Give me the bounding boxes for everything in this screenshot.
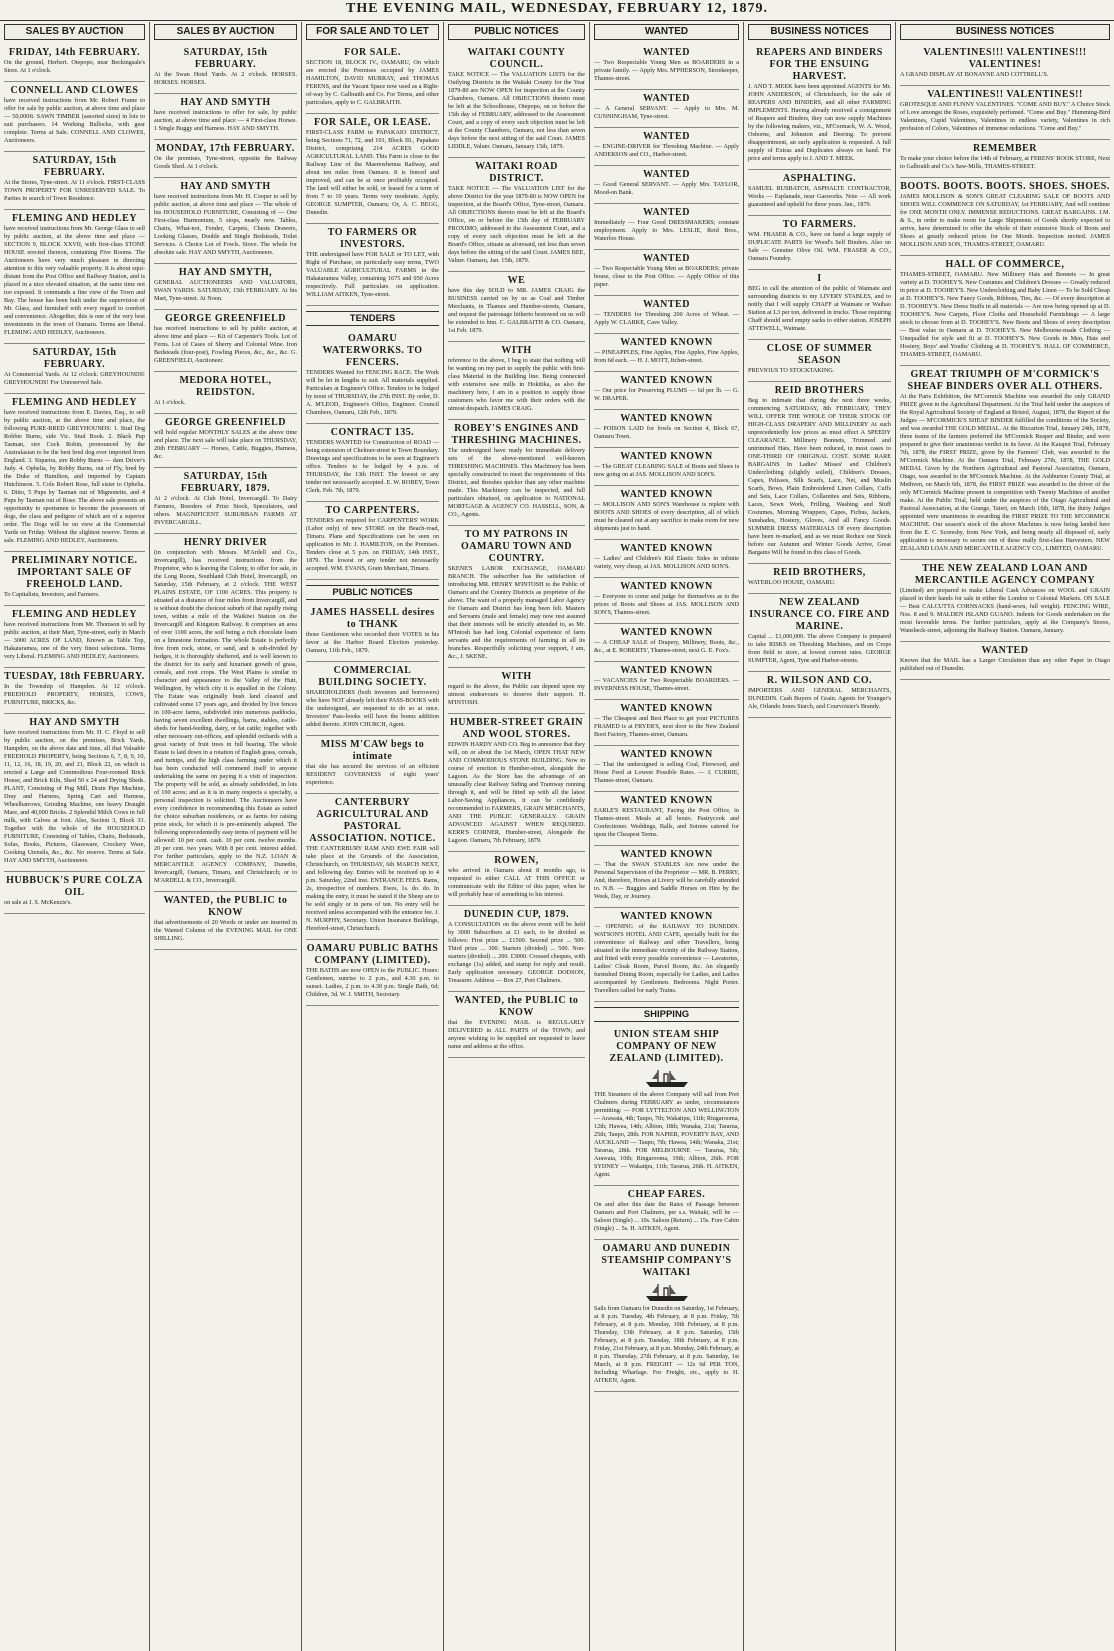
advertisement-body: — The Cheapest and Best Place to get your PICTURES FRAMED is at FRYER'S, next door to the New Zealand Boot Factory, Thames-street, Oamaru. [594, 715, 739, 738]
advertisement-title: HUMBER-STREET GRAIN AND WOOL STORES. [450, 717, 583, 740]
advertisement [900, 366, 1110, 560]
advertisement [594, 410, 739, 448]
advertisement [594, 792, 739, 846]
steamship-icon [644, 1282, 690, 1302]
advertisement-body: — That the undersigned is selling Coal, Firewood, and Horse Feed at Lowest Possible Rates. — J. CURRIE, Thames-street, Oamaru. [594, 761, 739, 784]
advertisement [306, 502, 439, 580]
advertisement-title: VALENTINES!! VALENTINES!! [927, 89, 1083, 100]
advertisement-body: EARLE'S RESTAURANT, Facing the Post Office, in Thames-street. Meals at all hours. Pastrycook and Confectioner. Weddings, Balls, and Soirees catered for upon the Cheapest Terms. [594, 807, 739, 838]
advertisement-body: GROTESQUE AND FUNNY VALENTINES. "COME AND BUY." A Choice Stock of Love amongst the Roses, exquisitely perfumed. "Come and Buy." Humming-Bird Valentines, Cupid Valentines, Valentines in endless variety, Valentines in rich profusion of Colors, Valentines of immense reductions. "Come and Buy." [900, 101, 1110, 132]
advertisement [4, 668, 145, 714]
advertisement [900, 86, 1110, 140]
advertisement-body: regard to the above, the Public can depend upon my utmost endeavours to deserve their support. H. M'INTOSH. [448, 683, 585, 706]
advertisement-title: WANTED KNOWN [620, 375, 713, 386]
columns-container [0, 22, 1114, 1651]
advertisement-title: DUNEDIN CUP, 1879. [463, 909, 570, 920]
advertisement-body: IMPORTERS AND GENERAL MERCHANTS, DUNEDIN. Cash Buyers of Grain. Agents for Younger's Ale, Orlando Jones Starch, and Courvoisier's Brandy. [748, 687, 891, 710]
advertisement [4, 82, 145, 152]
advertisement-title: GEORGE GREENFIELD [164, 417, 287, 428]
advertisement [4, 394, 145, 552]
advertisement-body: — The GREAT CLEARING SALE of Boots and Shoes is now going on at JAS. MOLLISON AND SON'S. [594, 463, 739, 478]
advertisement-title: WANTED [643, 253, 690, 264]
advertisement-title: HAY AND SMYTH [180, 181, 271, 192]
advertisement-body: THE undersigned have FOR SALE or TO LET, with Right of Purchase, on particularly easy terms, TWO VALUABLE AGRICULTURAL FARMS in the Hakataramea Valley, containing 1675 and 950 Acres respectively. Full particulars on application. WILLIAM AITKEN, Tyne-street. [306, 251, 439, 298]
advertisement [594, 334, 739, 372]
advertisement-body: — Everyone to come and judge for themselves as to the prices of Boots and Shoes at JAS. MOLLISON AND SON'S, Thames-street. [594, 593, 739, 616]
advertisement-title: ROBEY'S ENGINES AND THRESHING MACHINES. [451, 423, 582, 446]
advertisement-body: have received instructions from Mr. George Glass to sell by public auction, at the above time and place — SECTION 9, BLOCK XXVII, with first-class STONE HOUSE erected thereon, containing Five Rooms. The Auctioneers have very much pleasure in directing attention to this very valuable property. It is about equi-distant from the Post Office and Railway Station, and is placed in a nice elevated situation, at the same time not too exposed. It commands a fine view of the Town and Bay. The house has been built under the supervision of Mr. Glass, and furnished with every regard to comfort and convenience. Altogether, this is one of the very best investments in the town of Oamaru. Terms are liberal. FLEMING AND HEDLEY, Auctioneers. [4, 225, 145, 336]
column-header: PUBLIC NOTICES [448, 24, 585, 40]
advertisement-body: (in conjunction with Messrs. M'Ardell and Co., Invercargill), has received instructions from the Proprietor, who is leaving the Colony, to offer for sale, in the Long Room, Southland Club Hotel, Invercargill, on Saturday, 15th February, at 2 o'clock. THE WEST PLAINS ESTATE, OF 1100 ACRES. This property is situated at a distance of four miles from Invercargill, and is without doubt the choicest suburb of that rapidly rising town, within a mile of the Waikiwi Station on the Invercargill and Kingston Railway. It comprises an area of over 1100 acres, the soil being a rich chocolate loam on a limestone formation. The whole Estate is perfectly free from rock, stone, or sand, and is sub-divided by hedges, it is thoroughly sheltered, and is well known to the district for its early and luxuriant growth of grass, cereals, and root crops. The West Plains is similar in character and appearance to the Valley of the Hutt, Wellington, by which city it is equalled in the Colony. The Estate was originally bush land cleared and cultivated some 17 years ago, and divided by live fences in 100-acre farms, subdivided into numerous paddocks, having seven excellent dwellings, barns, stables, cattle-sheds for hand-feeding, dairy, or fat cattle; together with other necessary out-offices, and splendid orchards with a great variety of fruit trees in full bearing. The whole Estate is laid down in a rotation of English grass, cereals, and turnips, and the high class farming under which it has been conducted will commend itself to anyone undertaking the same on paying it a visit of inspection. The property will be sold, as already subdivided, in lots of 100 acres; and as it is in many respects a specialty, a personal inspection is solicited. The Auctioneers have every confidence in recommending this Estate as suited for choice suburban residences, or as farms for raising prize stock, for which it is pre-eminently adapted. The following unprecedentedly easy terms of payment will be allowed: 10 per cent. cash. 10 per cent. twelve months. 20 per cent. two years. With 8 per cent. interest added. For further particulars, apply to the N.Z. LOAN & MERCANTILE AGENCY COMPANY, Dunedin, Invercargill, Oamaru, Timaru, and Christchurch; or to M'ARDELL & CO., Invercargill. [154, 549, 297, 884]
advertisement-title: WANTED KNOWN [620, 489, 713, 500]
advertisement-body: At 1 o'clock. [154, 399, 186, 406]
advertisement [306, 604, 439, 662]
masthead [0, 0, 1114, 21]
advertisement-body: has received instructions to sell by public auction, at above time and place — Kit of Carpenter's Tools. Lot of Ferns. Lot of Cases of Sherry and Colonial Wine. Iron Bedsteads (four-post), Fowling Pieces, &c., &c., &c. G. GREENFIELD, Auctioneer. [154, 325, 297, 364]
advertisement [448, 852, 585, 906]
advertisement [748, 672, 891, 718]
advertisement-body: PREVIOUS TO STOCKTAKING. [748, 367, 835, 374]
advertisement-title: BOOTS. BOOTS. BOOTS. SHOES. SHOES. [900, 181, 1110, 192]
column-header: BUSINESS NOTICES [900, 24, 1110, 40]
advertisement [154, 178, 297, 264]
advertisement-title: TO FARMERS OR INVESTORS. [327, 227, 418, 250]
advertisement [900, 44, 1110, 86]
advertisement-title: OAMARU PUBLIC BATHS COMPANY (LIMITED). [306, 943, 439, 966]
advertisement-title: WANTED KNOWN [620, 749, 713, 760]
advertisement-title: REID BROTHERS [774, 385, 865, 396]
advertisement-title: FLEMING AND HEDLEY [11, 213, 138, 224]
advertisement [154, 44, 297, 94]
advertisement-title: FLEMING AND HEDLEY [11, 609, 138, 620]
advertisement-body: At the Paris Exhibition, the M'Cormick Machine was awarded the only GRAND PRIZE given in the Agricultural Department. At the Trial held under the auspices of the Royal Agricultural Society of England at Bristol, August, 1878, the Report of the Judges — M'CORMICK'S SHEAF BINDER fulfilled the conditions of the Society, and was awarded THE GOLD MEDAL. At the Riccarton Trial, January 24th, 1878, three teams of the farmers preferred the M'Cormick Reaper and Binder, and were prepared to give their unanimous verdict in its favor. At the Kaiapoi Trial, February 7th, 1878, the FIRST PRIZE, given by the Farmers' Club, was awarded to the M'Cormick Machine. At the Oamaru Trial, February 27th, 1878, THE GOLD MEDAL Given by the Northern Agricultural and Pastoral Association, Oamaru, Otago, was awarded to the M'Cormick Machine. At the Ashburton County Trial, at Methven, on March 6th, 1878, the FIRST PRIZE was awarded to the driver of the only M'Cormick Machine present in competition with Twenty Machines of another make. At the Public Trial, held under the auspices of the Otago Agricultural and Pastoral Association, at the Grange, Taieri, on March 16th, 1878, the thirty Judges appointed were unanimous in awarding the FIRST PRIZE TO THE M'CORMICK MACHINE. Our season's stock of the above Machines is now being landed here from the E. C. Scoresby, from New York, and being nearly all disposed of, early application is necessary to secure one of these really first-class Harvesters. NEW ZEALAND LOAN AND MERCANTILE AGENCY CO., LIMITED, OAMARU. [900, 393, 1110, 552]
advertisement-body: — TENDERS for Threshing 200 Acres of Wheat. — Apply W. CLARKE, Cave Valley. [594, 311, 739, 326]
advertisement-body: that advertisements of 20 Words or under are inserted in the Wanted Column of the EVENING MAIL for ONE SHILLING. [154, 919, 297, 942]
advertisement-title: ROWEN, [494, 855, 539, 866]
advertisement-body: — Two Respectable Young Men as BOARDERS in a private family. — Apply Mrs. M'PHERSON, Storekeeper, Thames-street. [594, 59, 739, 82]
advertisement-body: EDWIN HARDY AND CO. Beg to announce that they will, on or about the 1st March, OPEN THAT NEW AND COMMODIOUS STONE BUILDING. Now in course of erection in Humber-street, alongside the Lagoon. As the Store has the advantage of an unusually clear Railway Siding and Tramway running through it, and will be fitted up with all the latest Labor-Saving Appliances, it can be confidently recommended to FARMERS, GRAIN MERCHANTS, AND THE PUBLIC GENERALLY. GRAIN ADVANCED AGAINST WHEN REQUIRED. KERR'S CORNER, Humber-street, Alongside the Lagoon. Oamaru, 7th February, 1879. [448, 741, 585, 844]
advertisement [748, 594, 891, 672]
advertisement-title: FLEMING AND HEDLEY [11, 397, 138, 408]
advertisement [4, 552, 145, 606]
advertisement-body: Immediately — Four Good DRESSMAKERS; constant employment. Apply to Mrs. LESLIE, Reid Bros., Waterloo House. [594, 219, 739, 242]
advertisement [306, 44, 439, 114]
advertisement-body: — POISON LAID for fowls on Section 4, Block 67, Oamaru Town. [594, 425, 739, 440]
advertisement [748, 564, 891, 594]
advertisement [748, 216, 891, 270]
advertisement-title: WANTED, the PUBLIC to KNOW [163, 895, 288, 918]
advertisement-body: — Good General SERVANT. — Apply Mrs. TAYLOR, Mood-on Bank. [594, 181, 739, 196]
advertisement-title: HALL OF COMMERCE, [945, 259, 1065, 270]
advertisement [154, 94, 297, 140]
column-1 [0, 22, 150, 1651]
advertisement-title: WITH [501, 671, 532, 682]
advertisement [306, 794, 439, 940]
advertisement [594, 846, 739, 908]
advertisement [748, 44, 891, 170]
advertisement-body: The undersigned have ready for immediate delivery sets of the above-mentioned well-known THRESHING MACHINES. This Machinery has been specially constructed to meet the requirements of this District, and threshes quicker than any other machine made. This Machinery can be inspected, and full particulars obtained, on application to NATIONAL MORTGAGE & AGENCY CO. HASSELL, SON, & CO., Agents. [448, 447, 585, 518]
advertisement-body: those Gentlemen who recorded their VOTES in his favor at the Harbor Board Election yesterday. Oamaru, 11th Feb., 1879. [306, 631, 439, 654]
advertisement-title: WANTED KNOWN [620, 413, 713, 424]
advertisement [594, 486, 739, 540]
advertisement [594, 372, 739, 410]
advertisement [900, 642, 1110, 680]
advertisement-title: JAMES HASSELL desires to THANK [310, 607, 435, 630]
advertisement-title: FOR SALE, OR LEASE. [313, 117, 432, 128]
advertisement-title: WANTED [643, 299, 690, 310]
advertisement-title: WANTED KNOWN [620, 581, 713, 592]
advertisement-body: A CONSULTATION on the above event will be held by 3000 Subscribers at £1 each, to be divided as follows: First prize ... £1500. Second prize ... 500. Third prize ... 300. Starters (divided) ... 500. Non-starters (divided) ... 200. £3000. Crossed cheques, with exchange (1s) added, and stamp for reply and result. Early application necessary. GEORGE DODSON, Treasurer. Address — Box 27, Port Chalmers. [448, 921, 585, 984]
advertisement [594, 296, 739, 334]
column-3 [302, 22, 444, 1651]
advertisement [154, 892, 297, 950]
advertisement-body: that the EVENING MAIL is REGULARLY DELIVERED in ALL PARTS of the TOWN; and anyone wishing to be supplied are requested to leave name and address at the office. [448, 1019, 585, 1050]
advertisement-title: WANTED [643, 169, 690, 180]
advertisement-body: A GRAND DISPLAY AT BONAYNE AND COTTRELL'S. [900, 71, 1049, 78]
advertisement-title: SATURDAY, 15th FEBRUARY, 1879. [180, 471, 271, 494]
section-header: SHIPPING [594, 1007, 739, 1022]
advertisement-body: — That the SWAN STABLES Are now under the Personal Supervision of the Proprietor — MR. B. PERRY, And, therefore, Horses at Livery will be carefully attended to. N.B. — Buggies and Saddle Horses on Hire by the Week, Day, or Journey. [594, 861, 740, 900]
advertisement [306, 736, 439, 794]
advertisement [306, 662, 439, 736]
advertisement [4, 44, 145, 82]
advertisement-body: have received instructions from Mr. Robert Frame to offer for sale by public auction, at above time and place — 50,000ft. SAWN TIMBER (assorted sizes) in lots to suit purchasers. 14 Working Bullocks, with gear complete. Terms at Sale. CONNELL AND CLOWES, Auctioneers. [4, 97, 145, 144]
advertisement-title: REID BROTHERS, [773, 567, 866, 578]
column-6 [744, 22, 896, 1651]
advertisement-body: SAMUEL RUSBATCH, ASPHALTE CONTRACTOR, Works — Esplanade, near Gasworks. Note — All work guaranteed and upheld for three years. Jan., 1879. [748, 185, 891, 208]
advertisement-title: WAITAKI ROAD DISTRICT. [475, 161, 558, 184]
advertisement [748, 382, 891, 564]
advertisement-body: THAMES-STREET, OAMARU. New Millinery Hats and Bonnets — In great variety at D. TOOHEY'S. New Costumes and Children's Dresses — Greatly reduced in price at D. TOOHEY'S. New Underclothing and Baby Linen — To be Sold Cheap at D. TOOHEY'S. New Fancy Goods, Ribbons, Ties, &c. — Of every description at D. TOOHEY'S. New Dress Stuffs in all materials — Are now being opened up at D. TOOHEY'S. New Carpets, Floor Cloths and Household Furnishings — A large stock to choose from at D. TOOHEY'S. New Boots and Shoes of every description — Best value in Oamaru at D. TOOHEY'S. New Melbourne-made Clothing — Unequalled for style and fit at D. TOOHEY'S. New Goods in Men, Hats and Hosiery, Boys' and Youths' Clothing at D. TOOHEY'S. HALL OF COMMERCE, THAMES-STREET, OAMARU. [900, 271, 1110, 358]
advertisement-title: FOR SALE. [344, 47, 401, 58]
advertisement-body: Known that the MAIL has a Larger Circulation than any other Paper in Otago published out of Dunedin. [900, 657, 1110, 672]
column-4 [444, 22, 590, 1651]
advertisement-title: HENRY DRIVER [183, 537, 268, 548]
advertisement-title: TO CARPENTERS. [325, 505, 420, 516]
advertisement [748, 270, 891, 340]
advertisement-title: WITH [501, 345, 532, 356]
advertisement-body: — A CHEAP SALE of Drapery, Millinery, Boots, &c., &c., at E. ROBERTS', Thames-street, next G. E. Fox's. [594, 639, 739, 654]
advertisement [4, 872, 145, 914]
advertisement-body: reference to the above, I beg to state that nothing will be wanting on my part to supply the public with first-class Material in the Building line. Being connected with extensive saw mills in Hokitika, as also the machinery here, I am in a position to supply those customers who favor me with their orders with the utmost despatch. JAMES CRAIG. [448, 357, 585, 412]
advertisement-title: WANTED [643, 131, 690, 142]
advertisement-title: OAMARU AND DUNEDIN STEAMSHIP COMPANY'S WAITAKI [601, 1243, 732, 1278]
advertisement-body: — OPENING of the RAILWAY TO DUNEDIN. WATSON'S HOTEL AND CAFE, specially built for the convenience of Railway and other Travellers, being situated in the immediate vicinity of the Railway Station, and fitted with every possible convenience — Lavatories, Ladies' Cloak Room, Parcel Room, &c. An elegantly furnished Dining Room, especially for Ladies, and Ladies accompanied by Gentlemen. Bedrooms. Night Porter. Travellers called for early Trains. [594, 923, 739, 994]
advertisement [594, 90, 739, 128]
advertisement-body: THE CANTERBURY RAM AND EWE FAIR will take place at the Grounds of the Association, Christchurch, on THURSDAY, 6th MARCH NEXT, and following day. Entries will be received up to 4 p.m. Saturday, 22nd inst. ENTRANCE FEES. Rams, 2s, irrespective of numbers. Ewes, 1s. do. do. In making the entry, it must be stated if the Sheep are to be sold singly or in pens of ten. No entry will be received unless accompanied with the entrance fee. J. N. MURPHY, Secretary. Union Insurance Buildings, Hereford-street, Christchurch. [306, 845, 439, 932]
advertisement-body: Sails from Oamaru for Dunedin on Saturday, 1st February, at 8 p.m. Tuesday, 4th February, at 8 p.m. Friday, 7th February, at 8 p.m. Monday, 10th February, at 8 p.m. Thursday, 13th February, at 8 p.m. Saturday, 15th February, at 8 p.m. Tuesday, 18th February, at 8 p.m. Friday, 21st February, at 8 p.m. Monday, 24th February, at 8 p.m. Thursday, 27th February, at 8 p.m. Saturday, 1st March, at 8 p.m. FREIGHT — 12s 6d PER TON, Including Wharfage. For Freight, etc., apply to H. AITKEN, Agent. [594, 1305, 739, 1384]
advertisement-title: FRIDAY, 14th FEBRUARY. [8, 47, 141, 58]
advertisement [306, 940, 439, 1006]
advertisement-body: GENERAL AUCTIONEERS AND VALUATORS, SWAN YARDS. SATURDAY, 15th FEBRUARY. At his Mart, Tyne-street. At Noon. [154, 279, 297, 302]
advertisement [306, 424, 439, 502]
newspaper-title: THE EVENING MAIL, WEDNESDAY, FEBRUARY 12, 1879. [346, 1, 768, 16]
advertisement-body: — Ladies' and Children's Kid Elastic Sides in infinite variety, very cheap, at JAS. MOLLISON AND SON'S. [594, 555, 739, 570]
advertisement-body: will hold regular MONTHLY SALES at the above time and place. The next sale will take place on THURSDAY, 20th FEBRUARY — Horses, Cattle, Buggies, Harness, &c. [154, 429, 297, 460]
steamship-icon [644, 1068, 690, 1088]
advertisement-body: — Our price for Preserving PLUMS — 6d per lb. — G. W. DRAPER. [594, 387, 739, 402]
advertisement [4, 344, 145, 394]
advertisement-title: TO MY PATRONS IN OAMARU TOWN AND COUNTRY. [460, 529, 573, 564]
advertisement [154, 140, 297, 178]
advertisement [594, 1240, 739, 1392]
advertisement [594, 166, 739, 204]
advertisement-body: THE BATHS are now OPEN to the PUBLIC. Hours: Gentlemen, sunrise to 2 p.m., and 4.30 p.m. to sunset. Ladies, 2 p.m. to 4.30 p.m. Single Bath, 6d; Children, 3d. W. J. SMITH, Secretary. [306, 967, 439, 998]
advertisement-body: have received instructions from E. Davies, Esq., to sell by public auction, at the above time and place, the following PURE-BRED GREYHOUNDS: 1. Stud Dog Robbie Burns, side Vic. Stud Book. 2. Black Pup Tasman, sire Cock Robin, pronounced by the Australasian to be the best bred dog ever imported from England. 3. Siqueira, sire Robby Burns — dam Driver's Judy. 4. Ophelia, by Robby Burns, out of Fly, bred by the Duke of Hamilton, and imported by Captain Hutchinson. 5. Cole Robert Rose, full sister to Ophelia. 6. Ditto, 5 Pups by Tasman out of Mignonette, and 4 Pups by Tasman out of Rose. The above sale presents an opportunity to sportsmen to become the possessors of dogs, the class and pedigree of which are of a superior order. The Dogs will be on view at the Commercial Yards on Friday. Without the slightest reserve. Terms at sale. FLEMING AND HEDLEY, Auctioneers. [4, 409, 145, 544]
advertisement-title: WAITAKI COUNTY COUNCIL. [467, 47, 566, 70]
advertisement-body: on sale at J. S. McKenzie's. [4, 899, 72, 906]
advertisement-title: ASPHALTING. [782, 173, 857, 184]
advertisement [594, 1186, 739, 1240]
advertisement-title: CLOSE OF SUMMER SEASON [766, 343, 873, 366]
advertisement-body: On the premises, Tyne-street, opposite the Railway Goods Shed. At 1 o'clock. [154, 155, 297, 170]
advertisement [748, 340, 891, 382]
advertisement [594, 250, 739, 296]
advertisement-title: UNION STEAM SHIP COMPANY OF NEW ZEALAND (LIMITED). [609, 1029, 724, 1064]
advertisement-body: BEG to call the attention of the public of Waimate and surrounding districts to my LIVERY STABLES, and to notify that I will supply CHAFF at Waimate or Waihao Station at L3 per ton, delivered in trucks. Those requiring Chaff should send empty sacks to either station. JOSEPH ATTEWELL, Waimate. [748, 285, 891, 332]
advertisement-body: SECTION 18, BLOCK IV., OAMARU, On which are erected the Premises occupied by JAMES HAMILTON, DAVID MURRAY, and THOMAS FERENS, and the Vacant Space now used as a Right-of-way by C. Galbraith and Co. For Terms, and other particulars, apply to C. GALBRAITH. [306, 59, 439, 106]
advertisement-body: TAKE NOTICE — The VALUATION LISTS for the Outlying Districts in the Waitaki County for the Year 1879-80 are NOW OPEN for inspection at the County Chambers, Oamaru. All OBJECTIONS thereto must be left at the Schoolhouse, Otepopo, on or before the 15th day of FEBRUARY, addressed to the Assessment Court, and a copy of every such objection must be left at the County Chambers, Oamaru, not less than seven days before the next sitting of the said Court. JAMES LIDDLE, Valuer. Oamaru, January 15th, 1879. [448, 71, 585, 150]
advertisement-body: have received instructions from Mr. H. Cooper to sell by public auction, at above time and place — The whole of his HOUSEHOLD FURNITURE, Consisting of — One First-class Harmonium, 5 stops, nearly new. Tables, Chairs, What-not, Fender, Carpets, Chests Drawers, Looking Glasses, Double and Single Bedsteads, Toilet Services. A Choice Lot of Fowls. Stove. The whole for absolute sale. HAY AND SMYTH, Auctioneers. [154, 193, 297, 256]
advertisement [594, 578, 739, 624]
advertisement-body: TENDERS are required for CARPENTERS' WORK (Labor only) of new STORE on the Beach-road, Timaru. Plans and Specifications can be seen on application to Mr. J. HAMILTON, on the Premises. Tenders close at 5 p.m. on FRIDAY, 14th INST., 1879. The lowest or any tender not necessarily accepted. WM. EVANS, Grain Merchant, Timaru. [306, 517, 439, 572]
advertisement-title: WANTED, the PUBLIC to KNOW [454, 995, 579, 1018]
advertisement [448, 342, 585, 420]
column-5 [590, 22, 744, 1651]
advertisement-body: JAMES MOLLISON & SON'S GREAT CLEARING SALE OF BOOTS AND SHOES WILL COMMENCE ON SATURDAY, 1st FEBRUARY, And will continue for ONE MONTH ONLY. IMMENSE REDUCTIONS. GREAT BARGAINS. J.M. & S., in order to make room for Large Shipments of Goods shortly expected to arrive, have determined to offer the whole of their extensive Stock of Boots and Shoes at greatly reduced prices for One Month. Inspection invited. JAMES MOLLISON AND SON, THAMES-STREET, OAMARU. [900, 193, 1110, 248]
advertisement-title: WANTED KNOWN [620, 337, 713, 348]
advertisement-body: To Capitalists, Investors, and Farmers. [4, 591, 100, 598]
advertisement-title: MONDAY, 17th FEBRUARY. [156, 143, 295, 154]
advertisement [4, 152, 145, 210]
advertisement-body: that she has secured the services of an efficient RESIDENT GOVERNESS of eight years' experience. [306, 763, 439, 786]
advertisement [448, 526, 585, 668]
advertisement-title: REMEMBER [973, 143, 1037, 154]
advertisement-body: SKENE'S LABOR EXCHANGE, OAMARU BRANCH. The subscriber has the satisfaction of introducing MR. HENRY M'INTOSH to the Public of Oamaru and the Country Districts as proprietor of the above. The want of a properly managed Labor Agency for Oamaru and District has long been felt. Masters and Servants (male and female) may now rest assured that their interests will be strictly attended to, as Mr. M'Intosh has had long Colonial experience of farm servants and the requirements of farming in all its branches. Respectfully soliciting your support, I am, &c., J. SKENE. [448, 565, 585, 660]
advertisement-body: THE Steamers of the above Company will sail from Port Chalmers during FEBRUARY as under, circumstances permitting: — FOR LYTTELTON AND WELLINGTON — Arawata, 4th; Taupo, 7th; Wakatipu, 11th; Ringarooma, 12th; Hawea, 14th; Albion, 18th; Wanaka, 21st; Tararua, 25th; Taupo, 28th. FOR NAPIER, POVERTY BAY, AND AUCKLAND — Taupo, 7th; Hawea, 14th; Wanaka, 21st; Tararua, 28th. FOR MELBOURNE — Tararua, 5th; Arawata, 10th; Ringarooma, 19th; Albion, 26th. FOR SYDNEY — Wakatipu, 11th; Tararua, 26th. H. AITKEN, Agent. [594, 1091, 739, 1178]
advertisement [594, 700, 739, 746]
advertisement-title: MISS M'CAW begs to intimate [320, 739, 425, 762]
advertisement-title: VALENTINES!!! VALENTINES!!! VALENTINES! [923, 47, 1087, 70]
advertisement-body: To make your choice before the 14th of February, at FERENS' BOOK STORE, Next to Galbraith and Co.'s Saw-Mills, THAMES-STREET. [900, 155, 1110, 170]
column-header: SALES BY AUCTION [4, 24, 145, 40]
advertisement-body: — Two Respectable Young Men as BOARDERS; private house, close to the Post Office. — Apply Office of this paper. [594, 265, 739, 288]
advertisement-body: FIRST-CLASS FARM in PAPAKAIO DISTRICT, being Sections 71, 72, and 101, Block III., Papakaio District, comprising 214 ACRES GOOD AGRICULTURAL LAND. This Farm is close to the Railway Line of the Maerewhenua Railway, and about ten miles from Oamaru. It is fenced and improved, and can be at once profitably occupied. The land will either be sold, or leased for a term of from 7 to 10 years. Terms very moderate. Apply, GEORGE SUMPTER, Oamaru; Or, A. C. BEGG, Dunedin. [306, 129, 439, 216]
column-2 [150, 22, 302, 1651]
advertisement-title: MEDORA HOTEL, REIDSTON. [179, 375, 272, 398]
column-header: SALES BY AUCTION [154, 24, 297, 40]
advertisement [594, 662, 739, 700]
advertisement-title: TO FARMERS. [782, 219, 857, 230]
advertisement-title: WANTED KNOWN [620, 543, 713, 554]
advertisement [900, 560, 1110, 642]
advertisement-body: On the ground, Herbert. Otepopo, near Beckingsale's Store. At 1 o'clock. [4, 59, 145, 74]
section-header: PUBLIC NOTICES [306, 585, 439, 600]
advertisement-body: TAKE NOTICE — The VALUATION LIST for the above District for the year 1879-80 is NOW OPEN for inspection, at the Board's Office, Tyne-street, Oamaru. All OBJECTIONS thereto must be left at the Board's Office, on or before the 15th day of FEBRUARY PROXIMO, addressed to the Assessment Court, and a copy of every such objection must be left at the Board's Office, situate as aforesaid, not less than seven days before the sitting of the said Court. JAMES BEE, Valuer. Oamaru, Jan. 15th, 1879. [448, 185, 585, 264]
advertisement-title: WANTED [643, 93, 690, 104]
advertisement-title: WANTED [981, 645, 1029, 656]
advertisement-title: WANTED [643, 207, 690, 218]
advertisement [306, 224, 439, 306]
advertisement-title: COMMERCIAL BUILDING SOCIETY. [318, 665, 427, 688]
advertisement [154, 264, 297, 310]
advertisement [594, 746, 739, 792]
advertisement-body: At the Stores, Tyne-street. At 11 o'clock. FIRST-CLASS TOWN PROPERTY FOR UNRESERVED SALE. To Parties in search of Town Residence. [4, 179, 145, 202]
advertisement-body: Capital ... £1,000,000. The above Company is prepared to take RISKS on Threshing Machines, and on Crops from field to store, at lowest current rates. GEORGE SUMPTER, Agent, Tyne and Harbor-streets. [748, 633, 891, 664]
advertisement-body: At 2 o'clock. At Club Hotel, Invercargill. To Dairy Farmers, Breeders of Prize Stock, Speculators, and others. MAGNIFICENT SUBURBAN FARMS AT INVERCARGILL. [154, 495, 297, 526]
advertisement-body: who arrived in Oamaru about 8 months ago, is requested to either CALL AT THIS OFFICE or communicate with the Editor of this paper, when he will probably hear of something to his interest. [448, 867, 585, 898]
advertisement-title: HUBBUCK'S PURE COLZA OIL [6, 875, 143, 898]
advertisement-body: — VACANCIES for Two Respectable BOARDERS. — INVERNESS HOUSE, Thames-street. [594, 677, 739, 692]
advertisement-body: — ENGINE-DRIVER for Threshing Machine. — Apply ANDERSON and CO., Harbor-street. [594, 143, 739, 158]
advertisement [594, 128, 739, 166]
advertisement-body: have this day SOLD to MR. JAMES CRAIG the BUSINESS carried on by us as Coal and Timber Merchants, in Thames and Humber-streets, Oamaru, and request the patronage hitherto bestowed on us will be extended to him. C. GALBRAITH & CO. Oamaru, 1st Feb. 1879. [448, 287, 585, 334]
advertisement-title: PRELIMINARY NOTICE. IMPORTANT SALE OF FREEHOLD LAND. [11, 555, 138, 590]
advertisement-title: WANTED KNOWN [620, 703, 713, 714]
advertisement-body: Beg to intimate that during the next three weeks, commencing SATURDAY, 8th FEBRUARY, THEY WILL OFFER THE WHOLE OF THEIR STOCK OF HIGH-CLASS DRAPERY AND MILLINERY At such unprecedentedly low prices as must effect A SPEEDY CLEARANCE. Millinery Bonnets, Trimmed and untrimmed Hats, Have been reduced, in most cases to ONE-THIRD OF ORIGINAL COST. SOME RARE BARGAINS In Ladies' Misses' and Children's Underclothing (slightly soiled), Children's Dresses, Capes, Pelisses, Silk Scarfs, Lace, Net, and Muslin Scarfs, Bows, Plain Embroidered Linen Collars, Cuffs and Sets, Lace Collars, Collarettes and Sets, Ribbons, Laces, Sewn Work, Frilling, Washing and Stuff Costumes, Morning Wrappers, Capes, Fichus, Jackets, Sunshades, Hosiery, Gloves, And all Fancy Goods. SUMMER DRESS MATERIALS Of every description have been re-marked, and as we must Reduce our Stock before our Autumn and Winter Goods Arrive, Great Bargains Will be found in this class of Goods. [748, 397, 891, 556]
advertisement-title: I [817, 273, 822, 284]
advertisement [900, 140, 1110, 178]
advertisement-title: CANTERBURY AGRICULTURAL AND PASTORAL ASSOCIATION. NOTICE. [309, 797, 436, 844]
advertisement-title: REAPERS AND BINDERS FOR THE ENSUING HARVEST. [756, 47, 883, 82]
advertisement-body: (Limited) are prepared to make Liberal Cash Advances on WOOL and GRAIN placed in their hands for sale in either the London or Colonial Markets. ON SALE — Best CALCUTTA CORNSACKS (hand-sewn, full weight). FENCING WIRE, Nos. 8 and 9. MALDEN ISLAND GUANO. Indents for Goods undertaken on the most favorable terms. For further particulars, apply at the Company's Stores, Wansbeck-street, adjoining the Railway Station. Oamaru, January. [900, 587, 1110, 634]
column-7 [896, 22, 1114, 1651]
advertisement-title: GEORGE GREENFIELD [164, 313, 287, 324]
advertisement-body: At the Swan Hotel Yards. At 2 o'clock. HORSES. HORSES. HORSES. [154, 71, 297, 86]
advertisement [448, 158, 585, 272]
advertisement-title: OAMARU WATERWORKS. TO FENCERS. [322, 333, 423, 368]
advertisement-title: CONNELL AND CLOWES [10, 85, 139, 96]
advertisement [154, 310, 297, 372]
advertisement [448, 272, 585, 342]
advertisement [448, 420, 585, 526]
advertisement-title: HAY AND SMYTH [29, 717, 120, 728]
column-header: WANTED [594, 24, 739, 40]
advertisement-body: — PINEAPPLES, Fine Apples, Fine Apples, Fine Apples, from 6d each. — H. J. MOTT, Itchen-street. [594, 349, 739, 364]
advertisement-title: R. WILSON AND CO. [766, 675, 873, 686]
advertisement-body: At Commercial Yards. At 12 o'clock. GREYHOUNDS! GREYHOUNDS! For Unreserved Sale. [4, 371, 145, 386]
advertisement-body: have received instructions from Mr. Thomson to sell by public auction, at their Mart, Tyne-street, early in March — 3000 ACRES OF LAND, Known as Table Top, Hakataramea, one of the very finest selections. Terms very Liberal. FLEMING AND HEDLEY, Auctioneers. [4, 621, 145, 660]
advertisement [448, 992, 585, 1058]
advertisement-title: NEW ZEALAND INSURANCE CO. FIRE AND MARINE. [749, 597, 890, 632]
advertisement-title: CHEAP FARES. [627, 1189, 706, 1200]
advertisement-body: TENDERS WANTED for Construction of ROAD — being extension of Chelmer-street to Town Boundary. Drawings and specifications to be seen at Engineer's office. Tenders to be lodged by 4 p.m. of THURSDAY, the 13th INST. The lowest or any tender not necessarily accepted. E. W. ROBEY, Town Clerk. Feb. 7th, 1879. [306, 439, 439, 494]
advertisement-title: GREAT TRIUMPH OF M'CORMICK'S SHEAF BINDERS OVER ALL OTHERS. [907, 369, 1103, 392]
advertisement-body: have received instructions to offer for sale, by public auction, at above time and place — 4 First-class Horses. 1 Single Buggy and Harness. HAY AND SMYTH. [154, 109, 297, 132]
advertisement [594, 204, 739, 250]
advertisement [448, 906, 585, 992]
advertisement-title: WANTED KNOWN [620, 795, 713, 806]
advertisement-title: HAY AND SMYTH, [178, 267, 273, 278]
advertisement-title: WANTED KNOWN [620, 627, 713, 638]
advertisement-body: — MOLLISON AND SON'S Warehouse is replete with BOOTS AND SHOES of every description, all of which must be cleared out at any sacrifice to make room for new shipments just to hand. [594, 501, 739, 532]
advertisement [448, 714, 585, 852]
advertisement [4, 714, 145, 872]
advertisement [154, 534, 297, 892]
advertisement-title: SATURDAY, 15th FEBRUARY. [32, 155, 117, 178]
advertisement [4, 606, 145, 668]
advertisement [154, 468, 297, 534]
advertisement [154, 372, 297, 414]
advertisement-title: WANTED [643, 47, 690, 58]
advertisement-body: WM. FRASER & CO., have on hand a large supply of DUPLICATE PARTS for Wood's Self Binders. Also on Sale — Genuine Olive Oil. WM. FRASER & CO., Oamaru Foundry. [748, 231, 891, 262]
advertisement-body: have received instructions from Mr. H. C. Floyd to sell by public auction, on the premises, Brick Yards, Hampden, on the above date and time, all that Valuable FREEHOLD PROPERTY, being Sections 6, 7, 8, 9, 10, 11, 12, 16, 18, 19, 20, and 21, Block 22, on which is erected a Large and Commodious Four-roomed Brick House, and Brick Kiln, Shed 50 x 24 and Drying Sheds. PLANT, Consisting of Pug Mill, Drain Pipe Machine, Dray and Harness, Spring Cart and Harness, Wheelbarrows, Grinding Machine, one heavy Draught Mare, and 40,000 Bricks. 2 Splendid Milch Cows in full milk, with Calves at foot. Also, Section 3, Block 33. Together with the whole of the HOUSEHOLD FURNITURE, Consisting of Tables, Chairs, Bedsteads, Sofas, Books, Pictures, Glassware, Crockery Ware, Cooking Utensils, &c., &c. No reserve. Terms at Sale. HAY AND SMYTH, Auctioneers. [4, 729, 145, 864]
advertisement [594, 540, 739, 578]
advertisement [154, 414, 297, 468]
advertisement [594, 448, 739, 486]
advertisement-title: WE [507, 275, 526, 286]
advertisement-title: SATURDAY, 15th FEBRUARY. [183, 47, 268, 70]
advertisement-title: SATURDAY, 15th FEBRUARY. [32, 347, 117, 370]
advertisement-title: WANTED KNOWN [620, 451, 713, 462]
advertisement-title: THE NEW ZEALAND LOAN AND MERCANTILE AGENCY COMPANY [914, 563, 1096, 586]
advertisement [306, 330, 439, 424]
advertisement [594, 1026, 739, 1186]
column-header: FOR SALE AND TO LET [306, 24, 439, 40]
advertisement-body: J. AND T. MEEK have been appointed AGENTS for Mr. JOHN ANDERSON, of Christchurch, for the sale of REAPERS AND BINDERS, and all other FARMING IMPLEMENTS. Having already received a consignment of Reapers and Binders, they can now supply Machines by the following makers, viz., M'Cormack, W. A. Wood, Osborne, and Johnston and Deering. To prevent disappointment, an early application is requested. A full supply of Extras and Duplicates always on hand. For price and terms apply to J. AND T. MEEK. [748, 83, 891, 162]
advertisement-body: SHAREHOLDERS (both investors and borrowers) who have NOT already left their PASS-BOOKS with the undersigned, are requested to do so at once. Investors' Pass-books will have the bonus addition added thereto. JOHN CHURCH, Agent. [306, 689, 439, 728]
advertisement [448, 44, 585, 158]
advertisement-title: WANTED KNOWN [620, 665, 713, 676]
advertisement [4, 210, 145, 344]
advertisement-body: On and after this date the Rates of Passage between Oamaru and Port Chalmers, per s.s. Waitaki, will be — Saloon (Single) ... 10s. Saloon (Return) ... 15s. Fore Cabin (Single) ... 5s. H. AITKEN, Agent. [594, 1201, 739, 1232]
advertisement-body: WATERLOO HOUSE, OAMARU. [748, 579, 836, 586]
advertisement-title: WANTED KNOWN [620, 911, 713, 922]
advertisement-body: In the Township of Hampden. At 12 o'clock. FREEHOLD PROPERTY, HORSES, COWS, FURNITURE, BRICKS, &c. [4, 683, 145, 706]
advertisement-body: TENDERS Wanted for FENCING RACE. The Work will be let in lengths to suit. All materials supplied. Particulars at Engineer's Office. Tenders to be lodged by noon of THURSDAY, the 27th INST. By order, D. A. M'LEOD, Engineer's Office, Engineer. Council Chambers, Oamaru, 12th Feb., 1879. [306, 369, 439, 416]
advertisement-title: TUESDAY, 18th FEBRUARY. [4, 671, 145, 682]
advertisement [594, 44, 739, 90]
advertisement [900, 256, 1110, 366]
advertisement-title: WANTED KNOWN [620, 849, 713, 860]
advertisement [594, 908, 739, 1002]
advertisement [594, 624, 739, 662]
advertisement [306, 114, 439, 224]
advertisement [900, 178, 1110, 256]
advertisement-body: — A General SERVANT. — Apply to Mrs. M. CUNNINGHAM, Tyne-street. [594, 105, 739, 120]
advertisement-title: CONTRACT 135. [330, 427, 415, 438]
section-header: TENDERS [306, 311, 439, 326]
advertisement [748, 170, 891, 216]
advertisement-title: HAY AND SMYTH [180, 97, 271, 108]
column-header: BUSINESS NOTICES [748, 24, 891, 40]
advertisement [448, 668, 585, 714]
